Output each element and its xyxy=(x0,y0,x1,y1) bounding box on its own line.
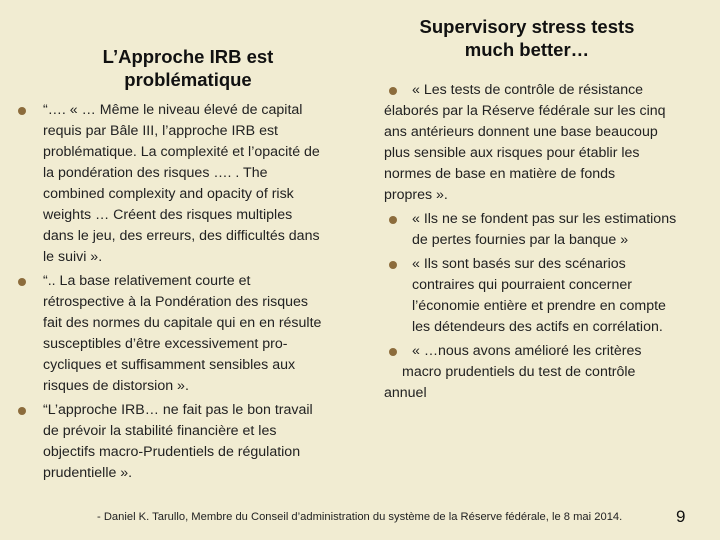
bullet-line: le suivi ». xyxy=(43,249,103,265)
right-column xyxy=(384,80,714,404)
bullet-line: « Ils sont basés sur des scénarios xyxy=(412,256,626,272)
bullet-line: « …nous avons amélioré les critères xyxy=(412,343,642,359)
bullet-dot-icon xyxy=(389,87,397,95)
bullet-line: cycliques et suffisamment sensibles aux xyxy=(43,357,296,373)
bullet-line: « Les tests de contrôle de résistance xyxy=(412,82,644,98)
bullet-line: susceptibles d’être excessivement pro- xyxy=(43,336,288,352)
bullet-line: combined complexity and opacity of risk xyxy=(43,186,294,202)
right-title-line: much better… xyxy=(464,39,590,60)
bullet-dot-icon xyxy=(389,348,397,356)
left-title xyxy=(88,45,288,91)
bullet-dot-icon xyxy=(18,278,26,286)
bullet-line: weights … Créent des risques multiples xyxy=(43,207,293,223)
bullet-line: de pertes fournies par la banque » xyxy=(412,232,629,248)
bullet-line: les détendeurs des actifs en corrélation. xyxy=(412,319,663,335)
right-bullet xyxy=(384,209,714,251)
bullet-line: problématique. La complexité et l’opacité de xyxy=(43,144,320,160)
bullet-line: plus sensible aux risques pour établir les xyxy=(384,145,640,161)
bullet-line: de prévoir la stabilité financière et les xyxy=(43,423,277,439)
left-title-line: problématique xyxy=(124,69,252,90)
bullet-dot-icon xyxy=(389,261,397,269)
bullet-line: l’économie entière et prendre en compte xyxy=(412,298,666,314)
bullet-line: objectifs macro-Prudentiels de régulation xyxy=(43,444,301,460)
left-bullet xyxy=(13,100,363,268)
bullet-line: “.. La base relativement courte et xyxy=(43,273,251,289)
bullet-dot-icon xyxy=(18,107,26,115)
bullet-line: annuel xyxy=(384,385,427,401)
right-title xyxy=(392,15,662,61)
bullet-line: normes de base en matière de fonds xyxy=(384,166,616,182)
bullet-line: “L’approche IRB… ne fait pas le bon travail xyxy=(43,402,313,418)
bullet-line: contraires qui pourraient concerner xyxy=(412,277,633,293)
bullet-line: « Ils ne se fondent pas sur les estimations xyxy=(412,211,677,227)
bullet-dot-icon xyxy=(18,407,26,415)
left-column xyxy=(13,100,363,484)
left-bullet xyxy=(13,400,363,484)
bullet-line: la pondération des risques …. . The xyxy=(43,165,268,181)
bullet-line: dans le jeu, des erreurs, des difficultés dans xyxy=(43,228,320,244)
bullet-line: risques de distorsion ». xyxy=(43,378,189,394)
left-title-line: L’Approche IRB est xyxy=(102,46,274,67)
bullet-line: rétrospective à la Pondération des risques xyxy=(43,294,308,310)
bullet-line: macro prudentiels du test de contrôle xyxy=(402,364,636,380)
bullet-line: ans antérieurs donnent une base beaucoup xyxy=(384,124,658,140)
bullet-line: prudentielle ». xyxy=(43,465,133,481)
bullet-line: élaborés par la Réserve fédérale sur les cinq xyxy=(384,103,666,119)
citation-footer: - Daniel K. Tarullo, Membre du Conseil d’administration du système de la Réserve fédérale, le 8 mai 2014. xyxy=(97,511,623,523)
right-bullet xyxy=(384,254,714,338)
left-bullet xyxy=(13,271,363,397)
right-title-line: Supervisory stress tests xyxy=(419,16,635,37)
bullet-dot-icon xyxy=(389,216,397,224)
page-number: 9 xyxy=(676,507,686,526)
bullet-line: requis par Bâle III, l’approche IRB est xyxy=(43,123,279,139)
right-bullet xyxy=(384,80,714,206)
bullet-line: fait des normes du capitale qui en en résulte xyxy=(43,315,322,331)
bullet-line: propres ». xyxy=(384,187,448,203)
right-bullet xyxy=(384,341,714,404)
bullet-line: “…. « … Même le niveau élevé de capital xyxy=(43,102,303,118)
